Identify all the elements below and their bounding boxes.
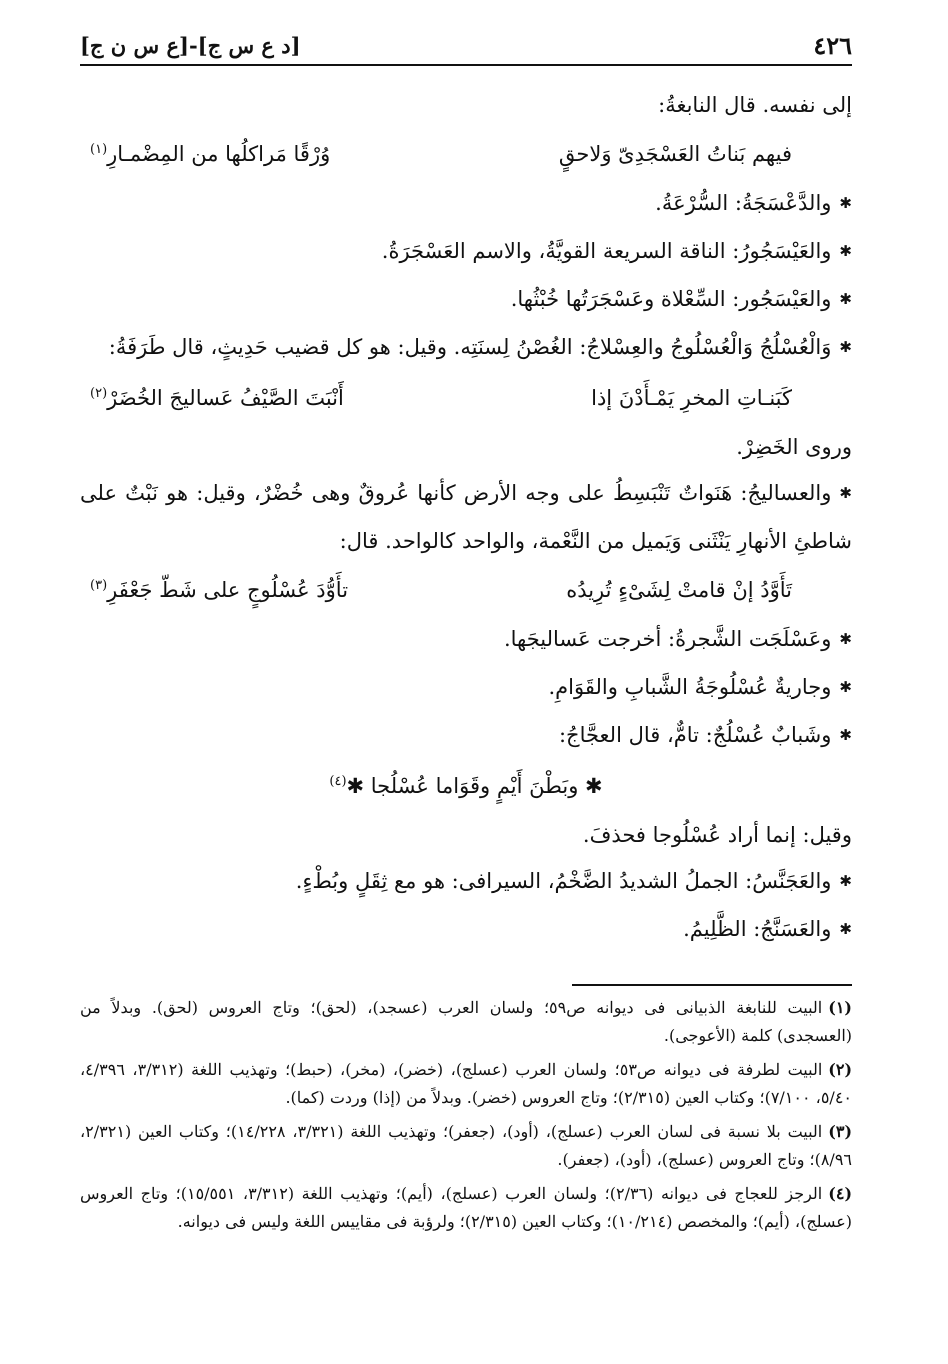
footnote-separator: [572, 984, 852, 986]
footnote-ref-2: (٢): [90, 386, 108, 401]
footnote-4: (٤)الرجز للعجاج فى ديوانه (٢/٣٦)؛ ولسان العرب (عسلج)، (أيم)؛ وتهذيب اللغة (٣/٣١٢، ١٥/٥٥١)؛ وتاج العروس (عسلج)، (أيم)؛ والمخصص (١٠/٢١٤)؛ وكتاب العين (٢/٣١٥)؛ ولرؤبة فى مقاييس اللغة وليس فى ديوانه.: [80, 1184, 853, 1231]
verse-3-second: تأَوُّدَ عُسْلُوجٍ على شَطّ جَعْفَرِ$^{(٣)}$: [90, 578, 349, 602]
entry-shabab: ✱ وشَبابٌ عُسْلُجٌ: تامٌّ، قال العجَّاجُ:: [80, 712, 852, 760]
entry-aslajat: ✱ وعَسْلَجَت الشَّجرةُ: أخرجت عَساليجَها.: [80, 616, 852, 664]
entry-aysajur-1: ✱ والعَيْسَجُورُ: الناقة السريعة القويَّةُ، والاسم العَسْجَرَةُ.: [80, 228, 852, 276]
footnote-1: (١)البيت للنابغة الذبيانى فى ديوانه ص٥٩؛ ولسان العرب (عسجد)، (لحق)؛ وتاج العروس (لحق). وبدلاً من (العسجدى) كلمة (الأعوجى).: [80, 998, 852, 1045]
verse-3-first: تَأَوَّدُ إنْ قامتْ لِشَىْءٍ تُرِيدُه: [566, 578, 792, 602]
footnote-3: (٣)البيت بلا نسبة فى لسان العرب (عسلج)، (أود)، (جعفر)؛ وتهذيب اللغة (٣/٣٢١، ١٤/٢٢٨)؛ وكتاب العين (٢/٣٢١، ٨/٩٦)؛ وتاج العروس (عسلج)، (أود)، (جعفر).: [80, 1122, 853, 1169]
verse-2: [80, 372, 852, 424]
entry-asannaj: ✱ والعَسَنَّجُ: الظَّلِيمُ.: [80, 906, 852, 954]
verse-1-first: فيهم بَناتُ العَسْجَدِىّ وَلاحقٍ: [558, 142, 792, 166]
verse-4-comment: وقيل: إنما أراد عُسْلُوجا فحذفَ.: [582, 823, 852, 847]
page-body: [80, 82, 852, 954]
entry-ajannas: ✱ والعَجَنَّسُ: الجملُ الشديدُ الضَّخْمُ، السيرافى: هو مع ثِقَلٍ وبُطْءٍ.: [80, 858, 852, 906]
footnote-2: (٢)البيت لطرفة فى ديوانه ص٥٣؛ ولسان العرب (عسلج)، (خضر)، (مخر)، (حبط)؛ وتهذيب اللغة (٣/٣١٢، ٤/٣٩٦، ٥/٤٠، ٧/١٠٠)؛ وكتاب العين (٢/٣١٥)؛ وتاج العروس (خضر). وبدلاً من (إذا) وردت (كما).: [80, 1060, 853, 1107]
verse-4: [80, 760, 852, 812]
entry-da-saja: ✱ والدَّعْسَجَةُ: السُّرْعَةُ.: [80, 180, 852, 228]
entry-aysajur-2: ✱ والعَيْسَجُور: السِّعْلاة وعَسْجَرَتُها خُبْثُها.: [80, 276, 852, 324]
verse-1: [80, 128, 852, 180]
intro-line: إلى نفسه. قال النابغةُ:: [658, 93, 852, 117]
entry-jariya: ✱ وجاريةٌ عُسْلُوجَةُ الشَّبابِ والقَوَامِ.: [80, 664, 852, 712]
verse-2-second: أَنْبَتَ الصَّيْفُ عَساليجَ الخُضَرْ$^{(٢)}$: [90, 386, 344, 410]
verse-2-variant: وروى الخَضِرْ.: [736, 435, 852, 459]
verse-3: [80, 564, 852, 616]
footnote-ref-3: (٣): [90, 578, 108, 593]
footnote-ref-1: (١): [90, 142, 108, 157]
book-page: [80, 26, 852, 1346]
footnote-ref-4: (٤): [329, 774, 347, 789]
footnotes: [80, 994, 852, 1242]
entry-asalij: ✱ والعساليجُ: هَنَواتٌ تَنْبَسِطُ على وجه الأرض كأنها عُروقٌ وهى خُضْرٌ، وقيل: هو نَبْتٌ على شاطئِ الأنهارِ يَنْثَنى وَيَميل من النَّعْمة، والواحد كالواحد. قال:: [80, 470, 852, 564]
page-header: [80, 26, 852, 66]
verse-4-line: ✱ وبَطْنَ أَيْمٍ وقَوَاما عُسْلُجا ✱$^{(٤)}$: [329, 774, 603, 798]
verse-1-second: وُرْقًا مَراكلُها من المِضْمـارِ$^{(١)}$: [90, 142, 331, 166]
entry-uslij: ✱ وَالْعُسْلُجُ وَالْعُسْلُوجُ والعِسْلاجُ: الغُصْنُ لِسنَتِه. وقيل: هو كل قضيب حَدِيثٍ، قال طَرَفَةُ:: [80, 324, 852, 372]
verse-2-first: كَبَنـاتِ المخرِ يَمْـأَدْنَ إذا: [591, 386, 792, 410]
root-range: [د ع س ج]-[ع س ن ج]: [80, 32, 301, 58]
page-number: ٤٢٦: [813, 30, 852, 60]
